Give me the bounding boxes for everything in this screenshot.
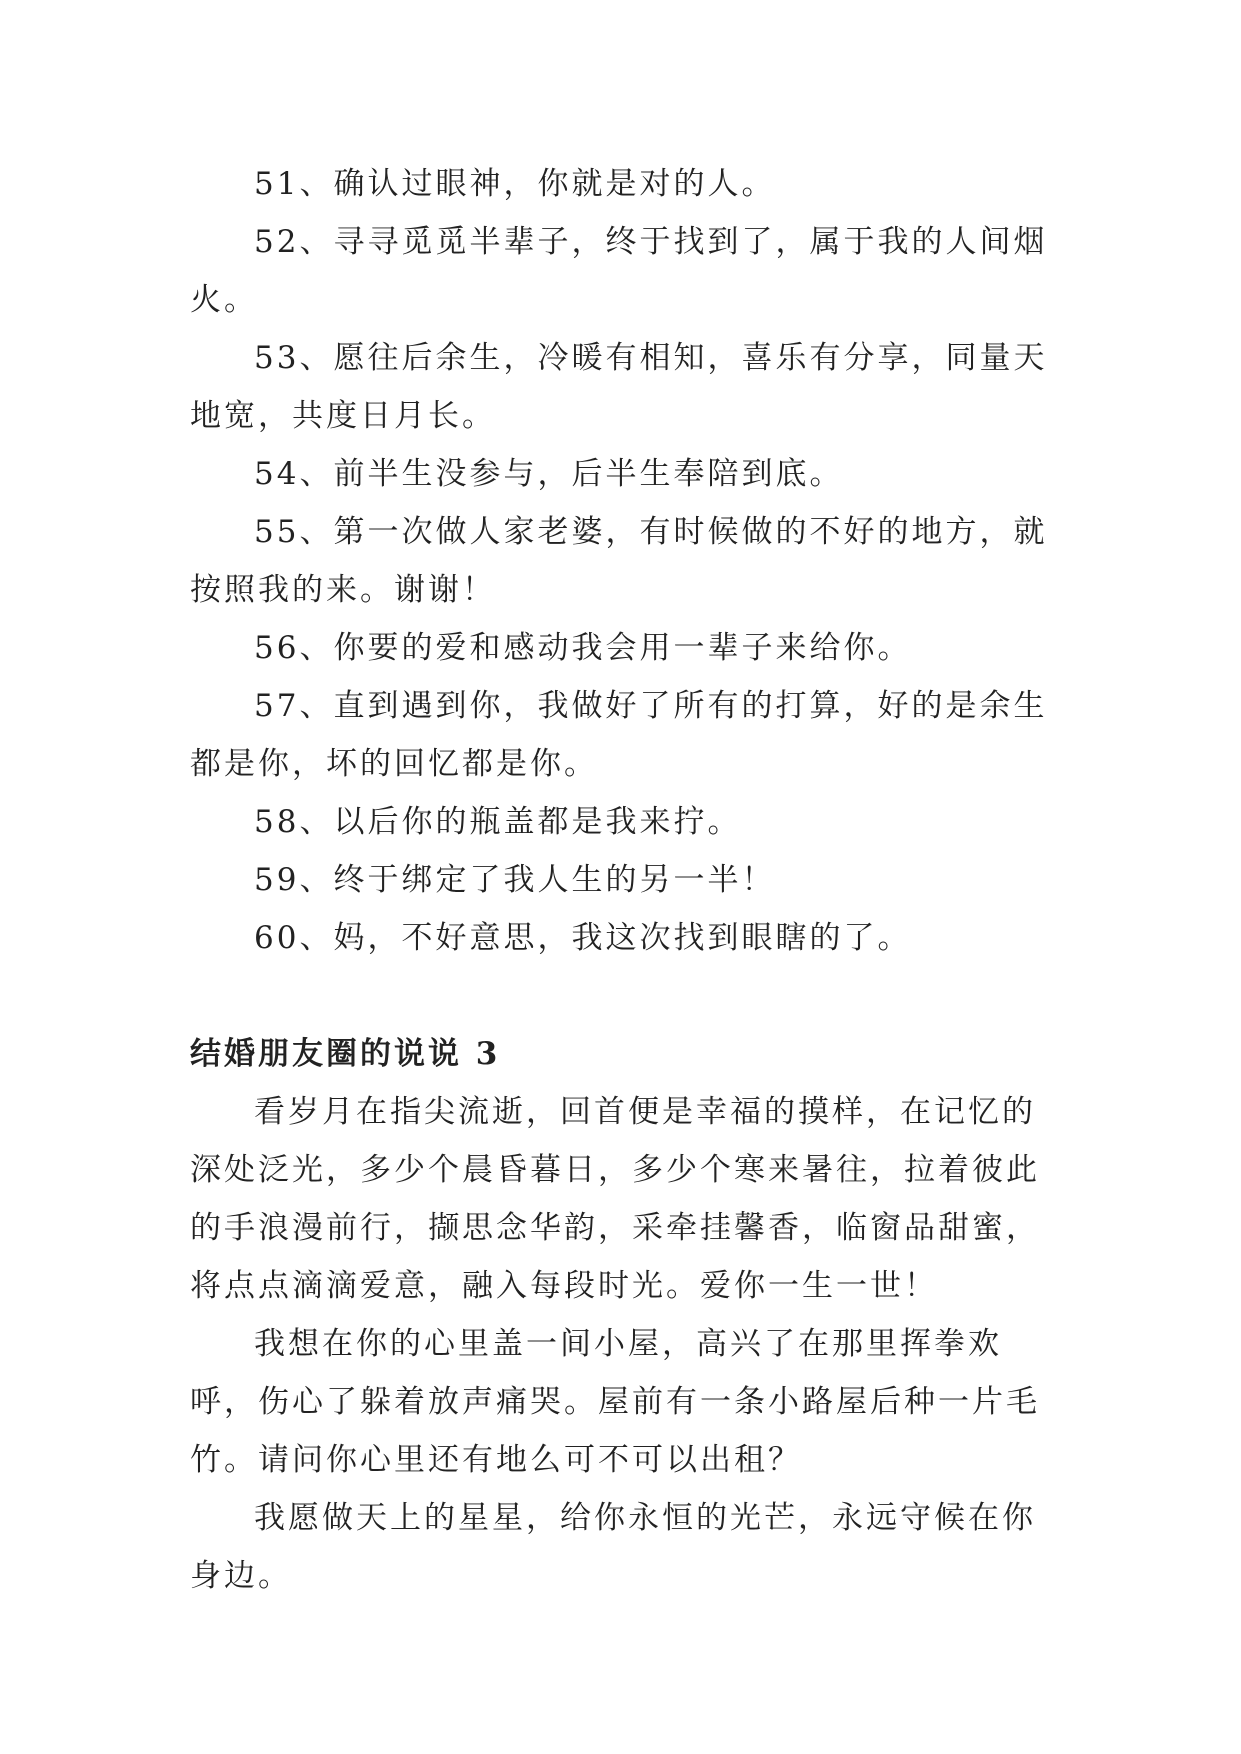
list-item-58: 58、以后你的瓶盖都是我来拧。 <box>254 804 742 840</box>
list-item-56: 56、你要的爱和感动我会用一辈子来给你。 <box>254 630 912 666</box>
section-heading: 结婚朋友圈的说说 3 <box>190 1036 501 1072</box>
list-item-54: 54、前半生没参与，后半生奉陪到底。 <box>254 456 844 492</box>
list-item-57: 57、直到遇到你，我做好了所有的打算，好的是余生都是你，坏的回忆都是你。 <box>190 688 1048 782</box>
list-item-55: 55、第一次做人家老婆，有时候做的不好的地方，就按照我的来。谢谢！ <box>190 514 1048 608</box>
paragraph-3: 我愿做天上的星星，给你永恒的光芒，永远守候在你身边。 <box>190 1500 1036 1594</box>
list-item-51: 51、确认过眼神，你就是对的人。 <box>254 166 776 202</box>
list-item-60: 60、妈，不好意思，我这次找到眼瞎的了。 <box>254 920 912 956</box>
document-body <box>190 155 1050 1605</box>
list-item-52: 52、寻寻觅觅半辈子，终于找到了，属于我的人间烟火。 <box>190 224 1048 318</box>
list-item-53: 53、愿往后余生，冷暖有相知，喜乐有分享，同量天地宽，共度日月长。 <box>190 340 1048 434</box>
paragraph-2: 我想在你的心里盖一间小屋，高兴了在那里挥拳欢呼，伤心了躲着放声痛哭。屋前有一条小路屋后种一片毛竹。请问你心里还有地么可不可以出租？ <box>190 1326 1040 1478</box>
list-item-59: 59、终于绑定了我人生的另一半！ <box>254 862 776 898</box>
paragraph-1: 看岁月在指尖流逝，回首便是幸福的摸样，在记忆的深处泛光，多少个晨昏暮日，多少个寒来暑往，拉着彼此的手浪漫前行，撷思念华韵，采牵挂馨香，临窗品甜蜜，将点点滴滴爱意，融入每段时光。爱你一生一世！ <box>190 1094 1040 1304</box>
